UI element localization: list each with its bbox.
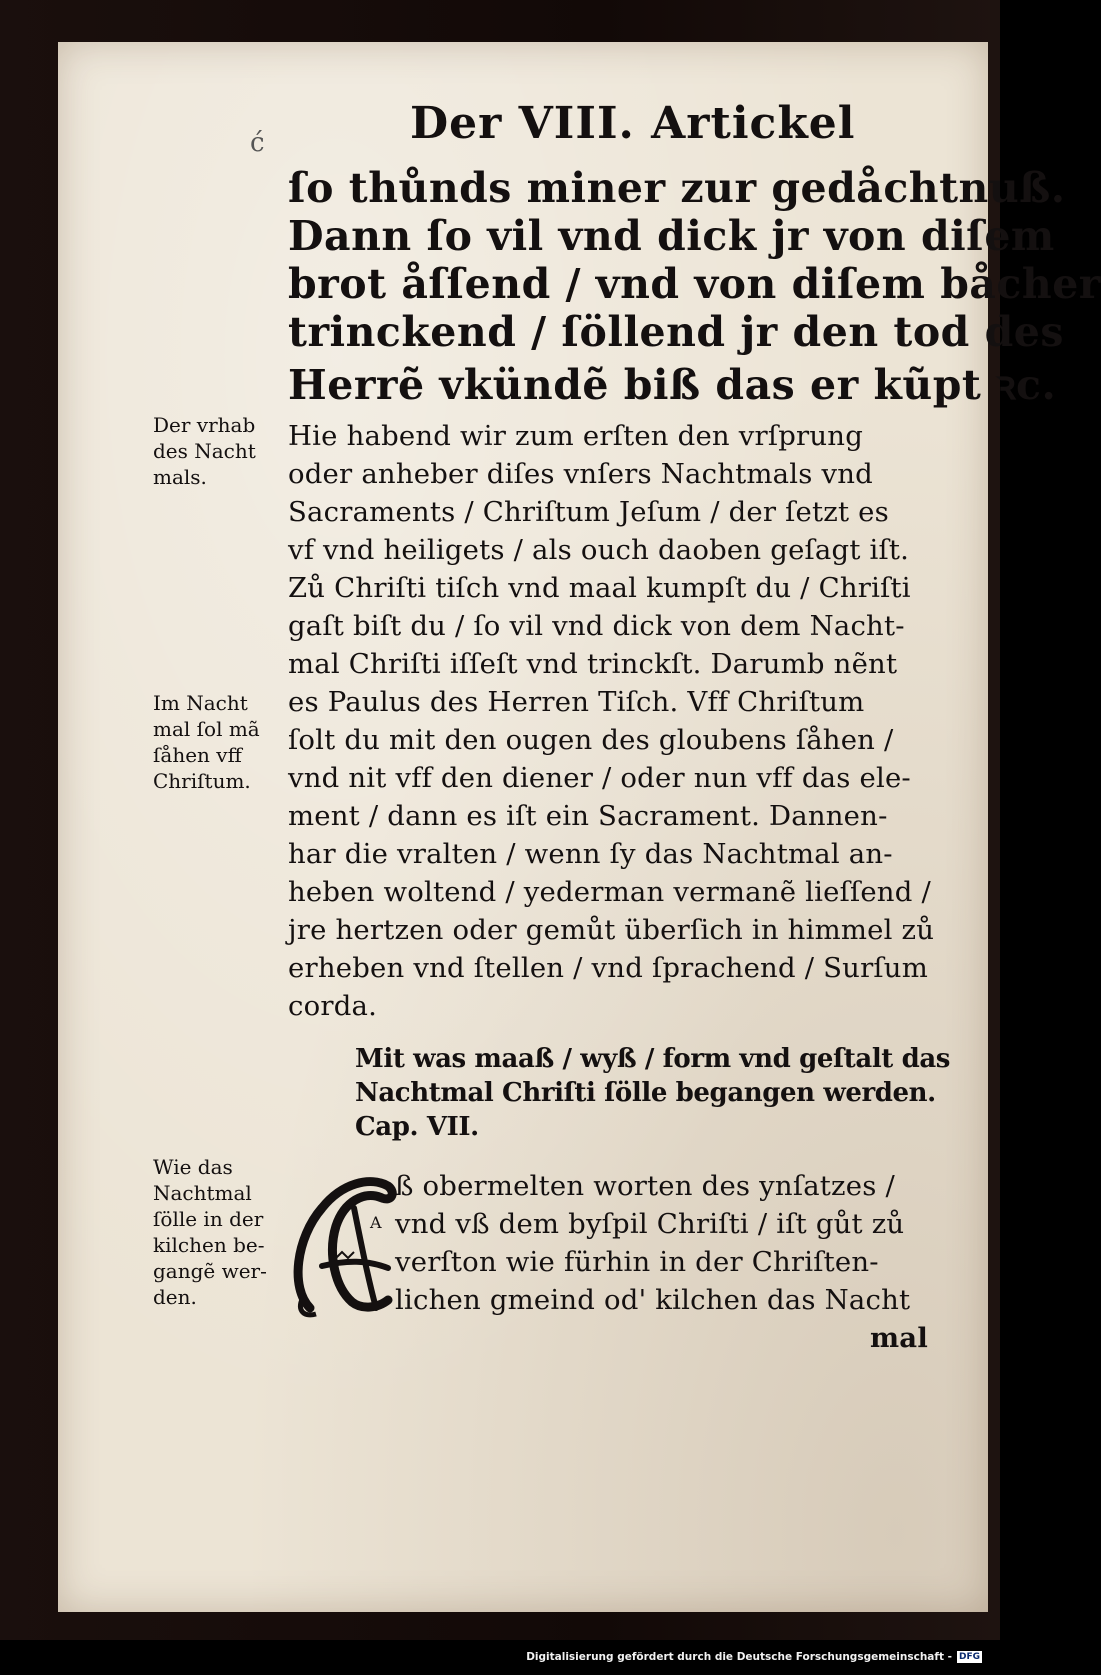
body-line: vnd nit vff den diener / oder nun vff das ele- <box>288 762 911 794</box>
body-line: Zů Chriſti tiſch vnd maal kumpſt du / Chriſti <box>288 572 911 604</box>
final-line: lichen gmeind od' kilchen das Nacht <box>395 1284 911 1316</box>
page-mark: ć <box>250 128 265 158</box>
margin-note-line: Wie das <box>153 1155 233 1179</box>
large-text-line: ſo thůnds miner zur gedåchtnuß. <box>288 164 1066 212</box>
body-line: es Paulus des Herren Tiſch. Vff Chriſtum <box>288 686 865 718</box>
margin-note-line: Nachtmal <box>153 1181 252 1205</box>
margin-note-line: mal ſol mã <box>153 717 260 741</box>
large-text-line: Dann ſo vil vnd dick jr von diſem <box>288 212 1055 260</box>
body-line: Sacraments / Chriſtum Jeſum / der ſetzt es <box>288 496 889 528</box>
body-line: ſolt du mit den ougen des gloubens ſåhen / <box>288 724 894 756</box>
margin-note-line: kilchen be- <box>153 1233 265 1257</box>
body-line: heben woltend / yederman vermanẽ lieſſend / <box>288 876 931 908</box>
final-line: vnd vß dem byſpil Chriſti / iſt gůt zů <box>395 1208 905 1240</box>
body-line: Hie habend wir zum erſten den vrſprung <box>288 420 864 452</box>
large-text-line: brot åſſend / vnd von diſem båcher <box>288 260 1101 308</box>
body-line: ment / dann es iſt ein Sacrament. Dannen- <box>288 800 888 832</box>
decorated-initial <box>292 1168 402 1318</box>
chapter-heading-line: Mit was maaß / wyß / form vnd geſtalt das <box>355 1044 951 1074</box>
margin-note-1 <box>153 412 256 490</box>
margin-note-line: mals. <box>153 465 207 489</box>
body-line: mal Chriſti iſſeſt vnd trinckſt. Darumb nẽnt <box>288 648 898 680</box>
body-line: har die vralten / wenn ſy das Nachtmal an- <box>288 838 893 870</box>
body-line: gaſt biſt du / ſo vil vnd dick von dem Nacht- <box>288 610 905 642</box>
footer-text: Digitalisierung gefördert durch die Deutsche Forschungsgemeinschaft - <box>526 1651 952 1663</box>
dfg-logo: DFG <box>958 1652 980 1662</box>
running-title: Der VIII. Artickel <box>410 98 856 149</box>
large-text-line: Herrẽ vkündẽ biß das er kũpt ꝛc. <box>288 361 1057 409</box>
body-line: corda. <box>288 990 378 1022</box>
margin-note-line: den. <box>153 1285 197 1309</box>
footer-credit <box>526 1651 982 1663</box>
margin-note-line: gangẽ wer- <box>153 1259 267 1283</box>
final-line: verſton wie fürhin in der Chriſten- <box>395 1246 879 1278</box>
body-line: vf vnd heiligets / als ouch daoben geſagt iſt. <box>288 534 910 566</box>
margin-note-line: Im Nacht <box>153 691 248 715</box>
margin-note-line: des Nacht <box>153 439 256 463</box>
large-text-line: trinckend / ſöllend jr den tod des <box>288 308 1064 356</box>
margin-note-line: Der vrhab <box>153 413 256 437</box>
body-line: jre hertzen oder gemůt überſich in himmel zů <box>288 914 935 946</box>
svg-text:A: A <box>370 1213 382 1232</box>
margin-note-2 <box>153 690 260 794</box>
body-line: oder anheber diſes vnſers Nachtmals vnd <box>288 458 873 490</box>
margin-note-3 <box>153 1154 267 1310</box>
chapter-heading-line: Nachtmal Chriſti ſölle begangen werden. <box>355 1078 936 1108</box>
final-line: mal <box>870 1322 928 1354</box>
final-line: ß obermelten worten des ynſatzes / <box>395 1170 895 1202</box>
body-line: erheben vnd ſtellen / vnd ſprachend / Surſum <box>288 952 928 984</box>
margin-note-line: ſölle in der <box>153 1207 264 1231</box>
margin-note-line: ſåhen vff <box>153 743 242 767</box>
margin-note-line: Chriſtum. <box>153 769 251 793</box>
chapter-heading-line: Cap. VII. <box>355 1112 479 1142</box>
